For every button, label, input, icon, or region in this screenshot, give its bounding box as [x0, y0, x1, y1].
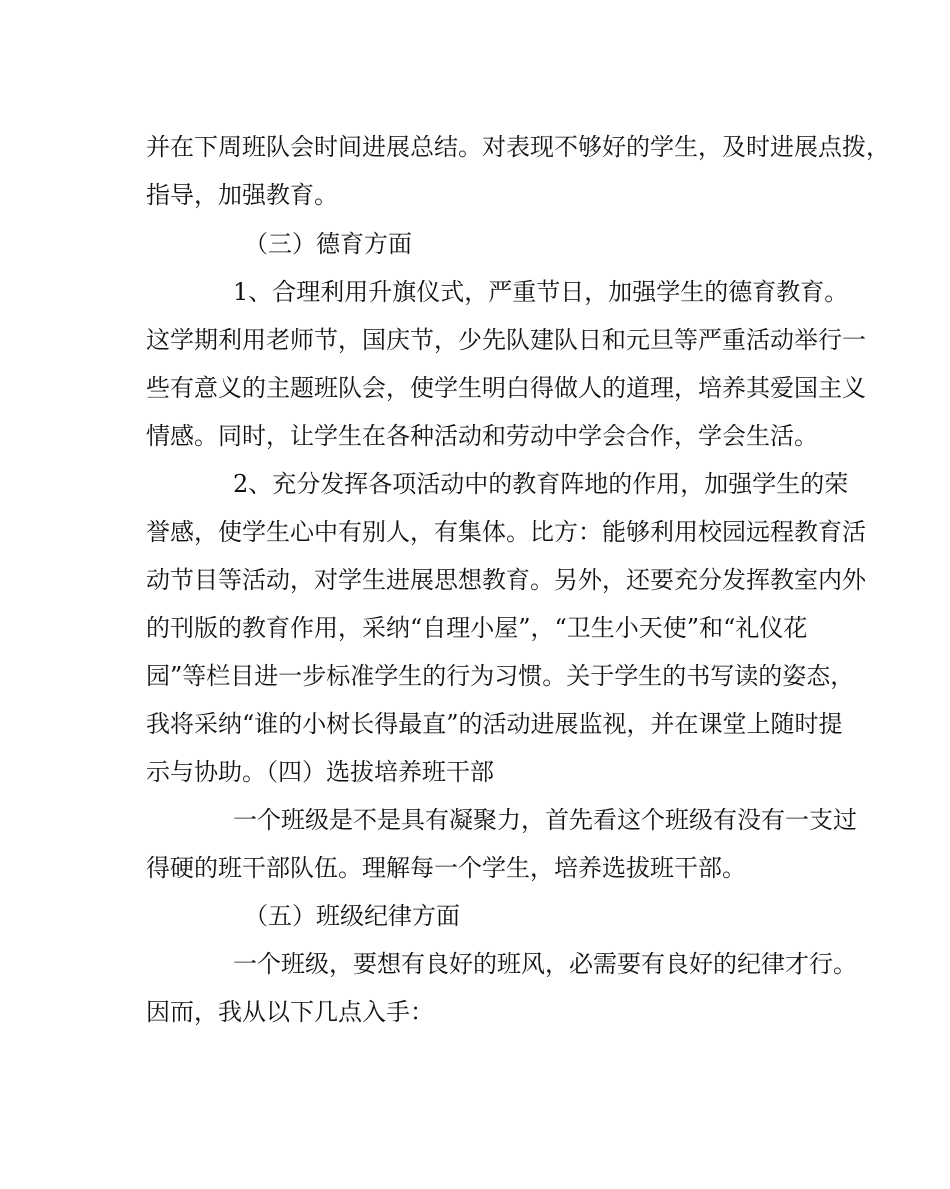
body-text-line: 因而，我从以下几点入手：	[146, 998, 434, 1026]
body-text-line: 并在下周班队会时间进展总结。对表现不够好的学生，及时进展点拨，	[146, 133, 890, 161]
body-text-line: 一个班级，要想有良好的班风，必需要有良好的纪律才行。	[233, 950, 857, 978]
body-text-line: 1、合理利用升旗仪式，严重节日，加强学生的德育教育。	[233, 278, 849, 306]
body-text-line: 的刊版的教育作用，采纳“自理小屋”，“卫生小天使”和“礼仪花	[146, 614, 808, 642]
body-text-line: 誉感，使学生心中有别人，有集体。比方：能够利用校园远程教育活	[146, 518, 866, 546]
section-heading: （五）班级纪律方面	[244, 902, 460, 930]
body-text-line: 些有意义的主题班队会，使学生明白得做人的道理，培养其爱国主义	[146, 374, 866, 402]
body-text-line: 情感。同时，让学生在各种活动和劳动中学会合作，学会生活。	[146, 422, 818, 450]
body-text-line: 得硬的班干部队伍。理解每一个学生，培养选拔班干部。	[146, 854, 746, 882]
body-text-line: 这学期利用老师节，国庆节，少先队建队日和元旦等严重活动举行一	[146, 326, 866, 354]
body-text-line: 一个班级是不是具有凝聚力，首先看这个班级有没有一支过	[233, 806, 857, 834]
section-heading: （三）德育方面	[244, 230, 412, 258]
body-text-line: 我将采纳“谁的小树长得最直”的活动进展监视，并在课堂上随时提	[146, 710, 843, 738]
body-text-line: 2、充分发挥各项活动中的教育阵地的作用，加强学生的荣	[233, 470, 849, 498]
body-text-line: 示与协助。（四）选拔培养班干部	[146, 758, 494, 786]
body-text-line: 园”等栏目进一步标准学生的行为习惯。关于学生的书写读的姿态，	[146, 662, 855, 690]
body-text-line: 指导，加强教育。	[146, 181, 338, 209]
body-text-line: 动节目等活动，对学生进展思想教育。另外，还要充分发挥教室内外	[146, 566, 866, 594]
